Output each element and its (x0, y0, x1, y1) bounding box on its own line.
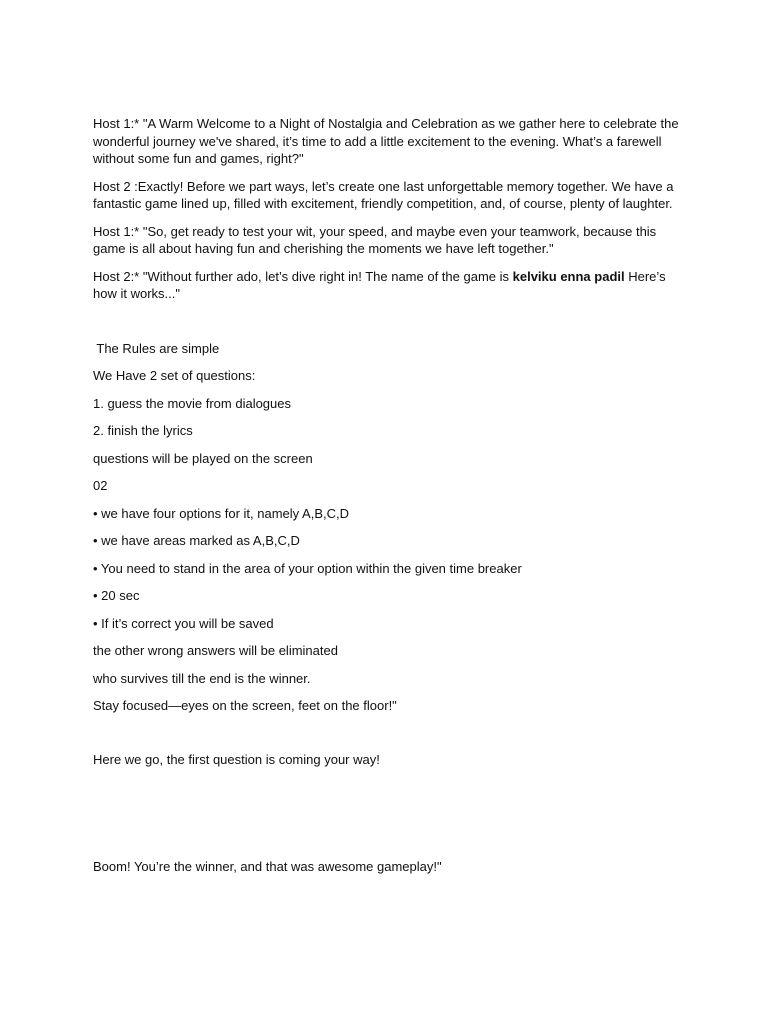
rule-line: the other wrong answers will be eliminated (93, 643, 338, 658)
rule-line: • If it’s correct you will be saved (93, 615, 274, 631)
closing-line: Boom! You’re the winner, and that was awesome gameplay!" (93, 859, 442, 874)
rule-line: We Have 2 set of questions: (93, 368, 256, 383)
document-body (93, 115, 683, 886)
blank-line (93, 313, 683, 340)
rule-line: • 20 sec (93, 588, 140, 603)
rule-line: • You need to stand in the area of your option within the given time breaker (93, 560, 522, 576)
host2-game-intro (93, 268, 683, 303)
rule-line: questions will be played on the screen (93, 450, 313, 466)
blank-space (93, 778, 683, 858)
rule-line: 2. finish the lyrics (93, 423, 193, 438)
rules-heading: The Rules are simple (93, 340, 220, 356)
first-question-line: Here we go, the first question is coming your way! (93, 751, 380, 767)
host2-line-after: Here’s how it works..." (93, 268, 666, 301)
blank-line (93, 725, 683, 751)
rule-line: 02 (93, 478, 108, 493)
rule-line: who survives till the end is the winner. (93, 670, 311, 686)
rule-line: • we have four options for it, namely A,B,C,D (93, 505, 350, 521)
rule-line: 1. guess the movie from dialogues (93, 395, 291, 411)
rule-line: Stay focused—eyes on the screen, feet on the floor!" (93, 698, 397, 713)
host1-welcome: Host 1:* "A Warm Welcome to a Night of Nostalgia and Celebration as we gather here to celebrate the wonderful journey we've shared, it’s time to add a little excitement to the evening. What’s a farewell without some fun and games, right?" (93, 116, 679, 166)
game-name: kelviku enna padil (512, 268, 625, 284)
host2-line-before: Host 2:* "Without further ado, let’s dive right in! The name of the game is (93, 268, 513, 284)
rule-line: • we have areas marked as A,B,C,D (93, 533, 300, 548)
host1-get-ready: Host 1:* "So, get ready to test your wit, your speed, and maybe even your teamwork, because this game is all about having fun and cherishing the moments we have left together." (93, 223, 657, 256)
host2-exactly: Host 2 :Exactly! Before we part ways, let’s create one last unforgettable memory together. We have a fantastic game lined up, filled with excitement, friendly competition, and, of course, plenty of laughter. (93, 178, 674, 211)
